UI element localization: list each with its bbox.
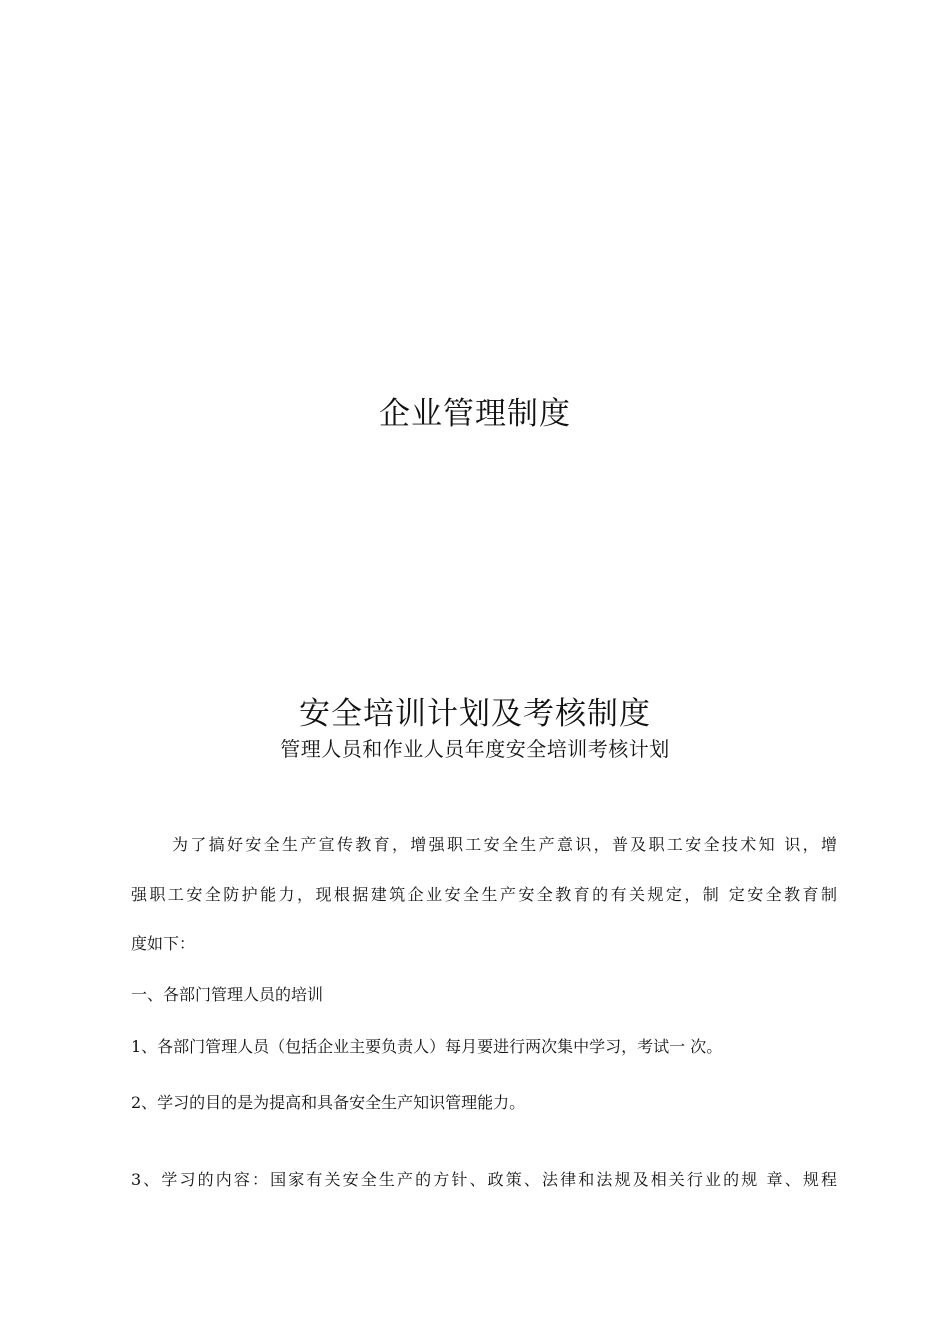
list-item-1: 1、各部门管理人员（包括企业主要负责人）每月要进行两次集中学习，考试一 次。 xyxy=(131,1037,723,1056)
document-title: 企业管理制度 xyxy=(379,396,571,432)
section-heading-management-training: 一、各部门管理人员的培训 xyxy=(131,985,324,1004)
intro-paragraph-line-3: 度如下： xyxy=(131,934,196,953)
intro-paragraph-line-1: 为了搞好安全生产宣传教育，增强职工安全生产意识，普及职工安全技术知 识，增 xyxy=(172,835,837,854)
list-item-2: 2、学习的目的是为提高和具备安全生产知识管理能力。 xyxy=(131,1093,526,1112)
section-subtitle: 管理人员和作业人员年度安全培训考核计划 xyxy=(280,737,670,761)
section-title: 安全培训计划及考核制度 xyxy=(299,696,651,732)
intro-paragraph-line-2: 强职工安全防护能力，现根据建筑企业安全生产安全教育的有关规定，制 定安全教育制 xyxy=(131,885,837,904)
list-item-3: 3、学习的内容：国家有关安全生产的方针、政策、法律和法规及相关行业的规 章、规程 xyxy=(131,1170,837,1189)
